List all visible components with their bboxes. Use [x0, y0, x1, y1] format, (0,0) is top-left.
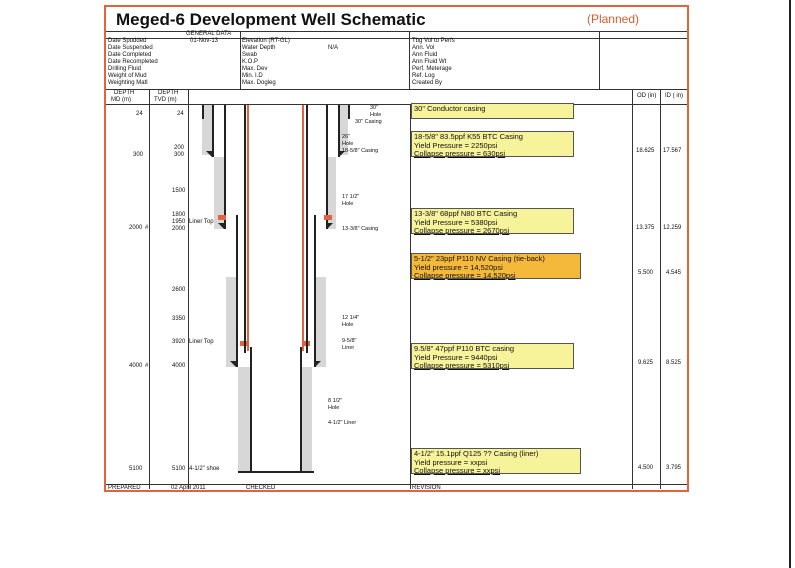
- field-label: Elevation (RT-GL): [242, 38, 290, 44]
- casing-line: Yield Pressure = 2250psi: [414, 140, 498, 150]
- md-depth: 5100: [129, 466, 143, 472]
- field-label: Max. Dogleg: [242, 80, 276, 86]
- md-header: DEPTH: [114, 90, 135, 96]
- casing-info-box: [411, 343, 574, 369]
- tieback-inner: [306, 105, 308, 353]
- casing-line: 18-5/8" 83.5ppf K55 BTC Casing: [414, 132, 523, 141]
- divider: [106, 104, 687, 105]
- tvd-note: Liner Top: [189, 219, 214, 225]
- prepared-label: PREPARED: [108, 485, 141, 491]
- field-label: K.O.P: [242, 59, 259, 65]
- tvd-unit: TVD (m): [154, 97, 177, 103]
- field-label: Tbg Vol to Perfs: [412, 38, 455, 44]
- tvd-depth: 4000: [172, 363, 186, 369]
- field-label: Ann. Vol: [412, 45, 435, 51]
- field-label: Weighting Matl: [108, 80, 148, 86]
- divider: [410, 104, 411, 489]
- conductor-casing: [202, 105, 204, 119]
- revision-label: REVISION: [412, 485, 441, 491]
- hole-label: 8 1/2": [328, 398, 343, 404]
- casing-13-3-8: [326, 105, 328, 229]
- casing-info-box: [411, 103, 574, 119]
- field-label: Min. I.D: [242, 73, 263, 79]
- cement-18-5-8: [202, 105, 212, 155]
- field-label: Date Spudded: [108, 38, 147, 44]
- well-schematic-sheet: [104, 5, 689, 492]
- od-value: 13.375: [636, 225, 655, 231]
- field-label: Perf. Meterage: [412, 66, 452, 72]
- md-mark: #: [145, 363, 149, 369]
- od-value: 18.625: [636, 148, 655, 154]
- casing-line: 13-3/8" 68ppf N80 BTC Casing: [414, 209, 518, 218]
- tvd-depth: 200: [174, 145, 185, 151]
- casing-13-3-8: [224, 105, 226, 229]
- liner-9-5-8: [314, 215, 316, 367]
- casing-line: Collapse pressure = 630psi: [414, 149, 506, 158]
- field-label: Date Recompleted: [108, 59, 158, 65]
- divider: [106, 89, 687, 90]
- page-title: Meged-6 Development Well Schematic: [116, 10, 426, 29]
- od-value: 9.625: [638, 360, 654, 366]
- id-value: 17.567: [663, 148, 682, 154]
- hole-label: 26": [342, 134, 351, 140]
- field-label: Date Completed: [108, 52, 152, 58]
- divider: [409, 31, 410, 89]
- tvd-depth: 300: [174, 152, 185, 158]
- hole-label: Hole: [370, 112, 382, 118]
- hole-label: Liner: [342, 345, 355, 351]
- cement-liner: [300, 367, 312, 471]
- tvd-depth: 5100: [172, 466, 186, 472]
- casing-shoe-icon: [206, 151, 212, 157]
- checked-label: CHECKED: [246, 485, 276, 491]
- hole-label: 13-3/8" Casing: [342, 226, 379, 232]
- tvd-depth: 2000: [172, 226, 186, 232]
- hole-label: 4-1/2" Liner: [328, 420, 357, 426]
- casing-line: Collapse pressure = 2670psi: [414, 226, 510, 235]
- casing-line: 4-1/2" 15.1ppf Q125 ?? Casing (liner): [414, 449, 539, 458]
- id-value: 4.545: [666, 270, 682, 276]
- tvd-depth: 1800: [172, 212, 186, 218]
- tvd-depth: 3920: [172, 339, 186, 345]
- hole-label: 17 1/2": [342, 194, 360, 200]
- casing-line: Collapse pressure = xxpsi: [414, 466, 501, 475]
- divider: [240, 31, 241, 89]
- casing-shoe-icon: [327, 223, 333, 229]
- tvd-depth: 1500: [172, 188, 186, 194]
- field-label: Date Suspended: [108, 45, 153, 51]
- md-depth: 300: [133, 152, 144, 158]
- casing-line: Yield pressure = xxpsi: [414, 457, 488, 467]
- liner-4-1-2: [250, 347, 252, 471]
- casing-line: Yield pressure = 14,520psi: [414, 262, 503, 272]
- tvd-note: Liner Top: [189, 339, 214, 345]
- id-header: ID ( in): [665, 93, 683, 99]
- divider: [188, 89, 189, 489]
- hole-label: 18-5/8" Casing: [342, 148, 379, 154]
- divider: [660, 89, 661, 489]
- casing-shoe-icon: [230, 361, 236, 367]
- casing-line: Collapse pressure = 5310psi: [414, 361, 510, 370]
- field-label: Max. Dev: [242, 66, 268, 72]
- cement-9-5-8: [226, 277, 236, 367]
- divider: [632, 89, 633, 489]
- hole-label: 9-5/8": [342, 338, 357, 344]
- md-mark: #: [145, 225, 149, 231]
- hole-label: Hole: [328, 405, 340, 411]
- status-label: (Planned): [586, 12, 639, 26]
- casing-shoe-icon: [218, 223, 224, 229]
- casing-info-box: [411, 253, 581, 279]
- casing-shoe-icon: [315, 361, 321, 367]
- md-depth: 24: [136, 111, 143, 117]
- id-value: 12.259: [663, 225, 682, 231]
- liner-4-1-2: [300, 347, 302, 471]
- md-depth: 4000: [129, 363, 143, 369]
- field-value: 01-Nov-13: [190, 38, 219, 44]
- tieback-inner: [244, 105, 246, 353]
- tvd-depth: 2600: [172, 287, 186, 293]
- tieback-casing: [247, 105, 249, 351]
- casing-line: 30" Conductor casing: [414, 104, 486, 113]
- liner-hanger: [324, 215, 332, 220]
- casing-info-box: [411, 208, 574, 234]
- casing-info-box: [411, 448, 581, 474]
- page-edge: [789, 0, 791, 568]
- casing-line: 9.5/8" 47ppf P110 BTC casing: [414, 344, 515, 353]
- hole-label: 30": [370, 105, 379, 111]
- od-value: 4.500: [638, 465, 654, 471]
- hole-label: 30" Casing: [355, 119, 382, 125]
- liner-hanger: [218, 215, 226, 220]
- field-label: Ann Fluid Wt: [412, 59, 447, 65]
- tvd-note: 4-1/2" shoe: [189, 466, 220, 472]
- field-label: Ann Fluid: [412, 52, 438, 58]
- divider: [149, 89, 150, 489]
- field-label: Water Depth: [242, 45, 276, 51]
- field-label: Swab: [242, 52, 258, 58]
- od-value: 5.500: [638, 270, 654, 276]
- general-data-label: GENERAL DATA: [186, 31, 232, 37]
- tvd-depth: 1950: [172, 219, 186, 225]
- casing-line: 5-1/2" 23ppf P110 NV Casing (tie-back): [414, 254, 545, 263]
- field-value: N/A: [328, 45, 339, 51]
- field-label: Created By: [412, 80, 443, 86]
- casing-18-5-8: [338, 105, 340, 157]
- casing-line: Yield Pressure = 5380psi: [414, 217, 498, 227]
- casing-18-5-8: [212, 105, 214, 157]
- field-label: Drilling Fluid: [108, 66, 142, 72]
- tvd-depth: 3350: [172, 316, 186, 322]
- cement-liner: [238, 367, 250, 471]
- cement-9-5-8: [316, 277, 326, 367]
- casing-line: Yield Pressure = 9440psi: [414, 352, 498, 362]
- hole-label: Hole: [342, 141, 354, 147]
- casing-line: Collapse pressure = 14,520psi: [414, 271, 516, 280]
- md-unit: MD (m): [111, 97, 131, 103]
- hole-label: Hole: [342, 201, 354, 207]
- field-label: Ref. Log: [412, 73, 435, 79]
- id-value: 3.795: [666, 465, 682, 471]
- hole-label: 12 1/4": [342, 315, 360, 321]
- liner-shoe: [238, 471, 314, 473]
- conductor-casing: [348, 105, 350, 119]
- hole-label: Hole: [342, 322, 354, 328]
- casing-info-box: [411, 131, 574, 157]
- field-label: Weight of Mud: [108, 73, 147, 79]
- liner-9-5-8: [236, 215, 238, 367]
- id-value: 8.525: [666, 360, 682, 366]
- tieback-casing: [302, 105, 304, 351]
- divider: [599, 31, 600, 89]
- tvd-header: DEPTH: [158, 90, 179, 96]
- od-header: OD (in): [637, 93, 657, 99]
- md-depth: 2000: [129, 225, 143, 231]
- tvd-depth: 24: [177, 111, 184, 117]
- prepared-date: 02 April 2011: [171, 485, 206, 491]
